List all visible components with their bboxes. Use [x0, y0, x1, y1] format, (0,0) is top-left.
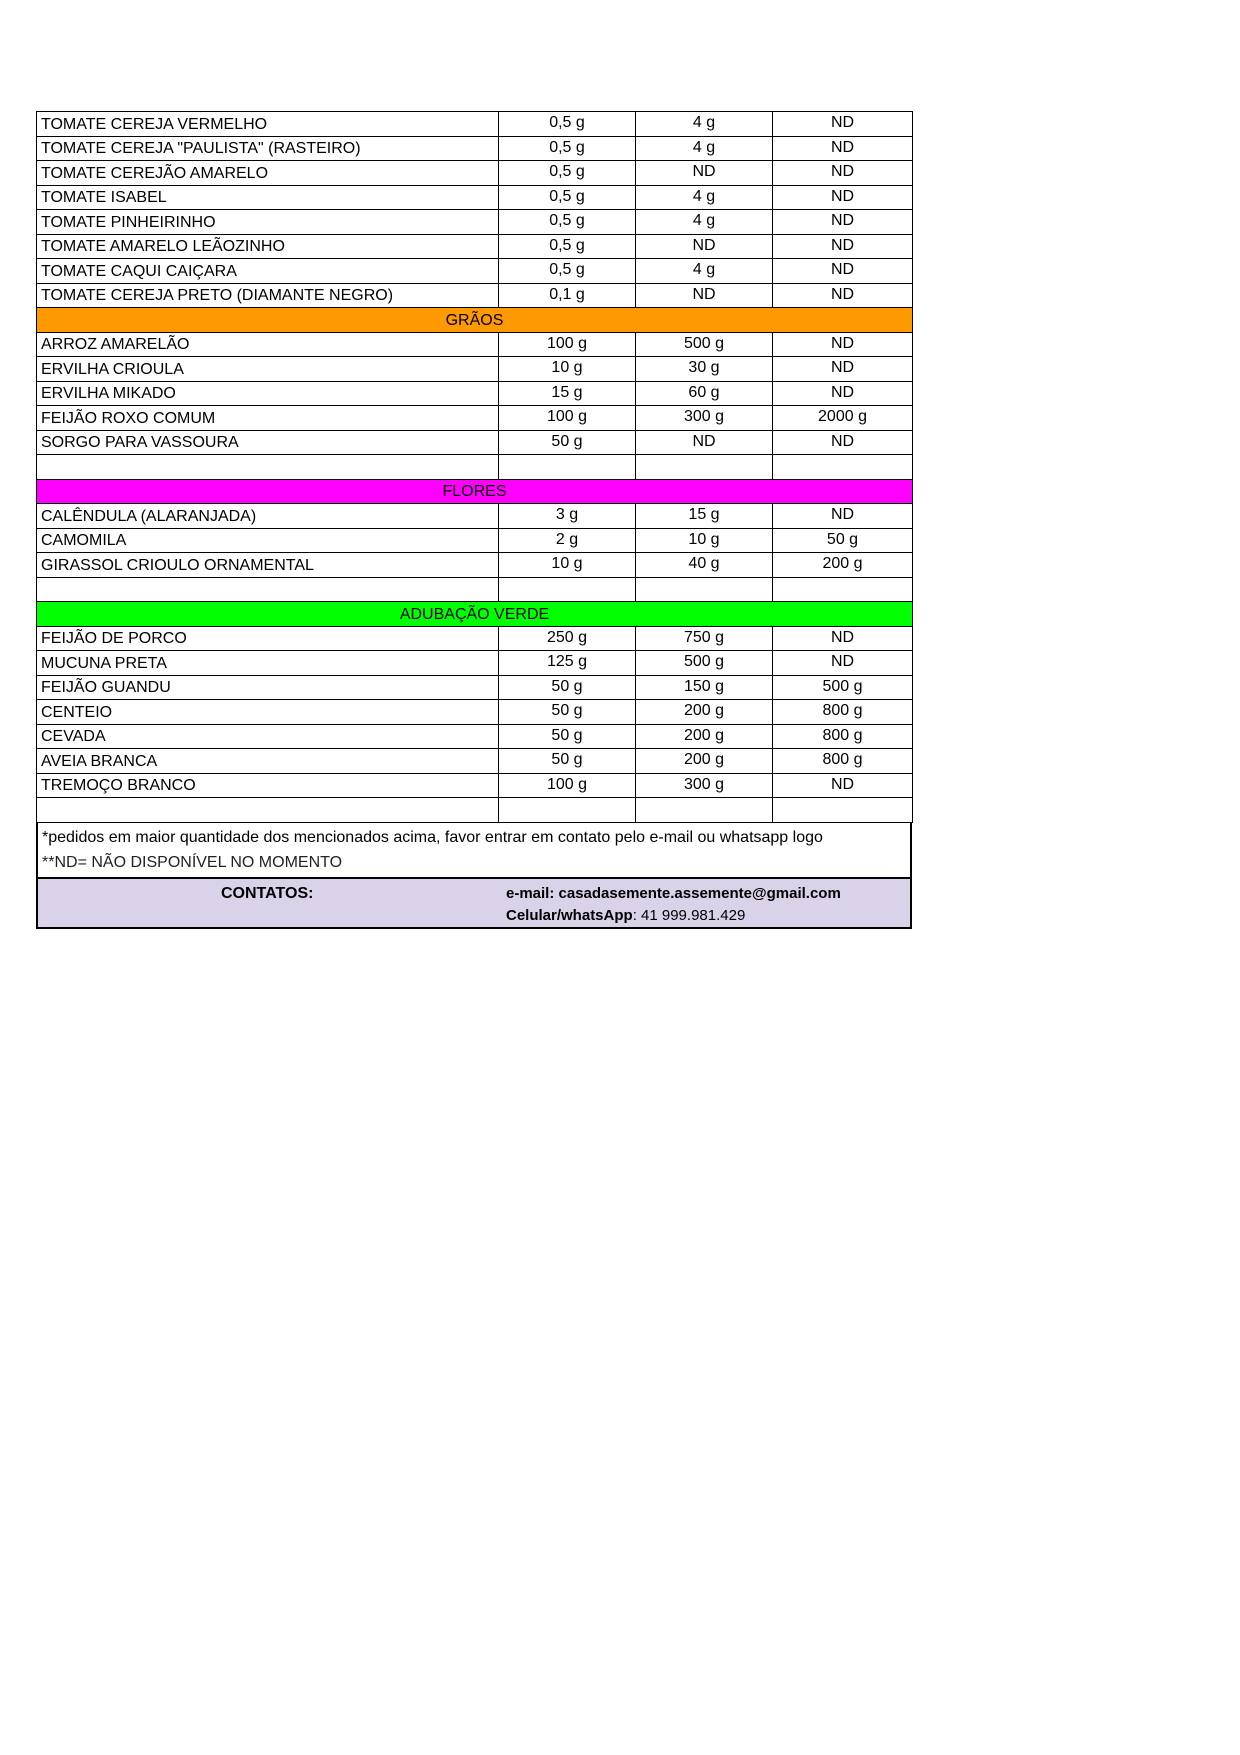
quantity-q3-cell: ND — [773, 185, 913, 210]
section-header-row — [37, 308, 913, 333]
quantity-q3-cell — [773, 798, 913, 823]
quantity-q3-cell — [773, 577, 913, 602]
quantity-q2-cell: 10 g — [636, 528, 773, 553]
product-name-cell: TOMATE CAQUI CAIÇARA — [37, 259, 499, 284]
table-row — [37, 626, 913, 651]
seed-table — [36, 111, 913, 823]
quantity-q2-cell: 60 g — [636, 381, 773, 406]
quantity-q3-cell: ND — [773, 430, 913, 455]
seed-price-sheet — [36, 111, 912, 929]
quantity-q3-cell: ND — [773, 651, 913, 676]
quantity-q2-cell: 4 g — [636, 259, 773, 284]
quantity-q1-cell: 2 g — [499, 528, 636, 553]
quantity-q2-cell: 200 g — [636, 724, 773, 749]
quantity-q3-cell: 800 g — [773, 700, 913, 725]
product-name-cell: TOMATE CEREJA "PAULISTA" (RASTEIRO) — [37, 136, 499, 161]
product-name-cell: MUCUNA PRETA — [37, 651, 499, 676]
quantity-q2-cell: 750 g — [636, 626, 773, 651]
table-row — [37, 283, 913, 308]
quantity-q2-cell: 300 g — [636, 773, 773, 798]
table-row — [37, 112, 913, 137]
quantity-q2-cell: 40 g — [636, 553, 773, 578]
section-header-row — [37, 602, 913, 627]
product-name-cell: SORGO PARA VASSOURA — [37, 430, 499, 455]
table-row — [37, 381, 913, 406]
quantity-q3-cell: ND — [773, 210, 913, 235]
quantity-q1-cell — [499, 455, 636, 480]
quantity-q3-cell: ND — [773, 773, 913, 798]
quantity-q1-cell: 10 g — [499, 553, 636, 578]
quantity-q3-cell — [773, 455, 913, 480]
table-row — [37, 332, 913, 357]
quantity-q3-cell: ND — [773, 136, 913, 161]
product-name-cell: FEIJÃO ROXO COMUM — [37, 406, 499, 431]
table-row — [37, 234, 913, 259]
table-row — [37, 136, 913, 161]
product-name-cell: FEIJÃO GUANDU — [37, 675, 499, 700]
table-row — [37, 430, 913, 455]
quantity-q3-cell: ND — [773, 357, 913, 382]
quantity-q2-cell: 500 g — [636, 651, 773, 676]
note-nd-legend: **ND= NÃO DISPONÍVEL NO MOMENTO — [42, 853, 343, 871]
contacts-label: CONTATOS: — [221, 884, 314, 902]
quantity-q1-cell: 10 g — [499, 357, 636, 382]
table-row — [37, 700, 913, 725]
product-name-cell: ERVILHA CRIOULA — [37, 357, 499, 382]
quantity-q1-cell: 0,1 g — [499, 283, 636, 308]
table-row — [37, 259, 913, 284]
quantity-q1-cell: 0,5 g — [499, 259, 636, 284]
product-name-cell: TOMATE PINHEIRINHO — [37, 210, 499, 235]
quantity-q2-cell — [636, 577, 773, 602]
quantity-q2-cell — [636, 798, 773, 823]
quantity-q3-cell: ND — [773, 234, 913, 259]
quantity-q1-cell: 3 g — [499, 504, 636, 529]
table-row — [37, 675, 913, 700]
quantity-q1-cell: 100 g — [499, 332, 636, 357]
product-name-cell: GIRASSOL CRIOULO ORNAMENTAL — [37, 553, 499, 578]
quantity-q3-cell: ND — [773, 504, 913, 529]
section-header-row — [37, 479, 913, 504]
quantity-q1-cell: 0,5 g — [499, 112, 636, 137]
table-row — [37, 161, 913, 186]
quantity-q2-cell: 4 g — [636, 112, 773, 137]
quantity-q2-cell: ND — [636, 430, 773, 455]
contact-phone[interactable] — [506, 907, 745, 924]
quantity-q1-cell: 50 g — [499, 675, 636, 700]
contact-phone-number: : 41 999.981.429 — [632, 906, 746, 924]
quantity-q1-cell: 50 g — [499, 724, 636, 749]
product-name-cell: CENTEIO — [37, 700, 499, 725]
product-name-cell: CAMOMILA — [37, 528, 499, 553]
note-bulk-orders: *pedidos em maior quantidade dos mencionados acima, favor entrar em contato pelo e-mail ou whatsapp logo — [42, 828, 823, 846]
quantity-q2-cell: 30 g — [636, 357, 773, 382]
quantity-q3-cell: 800 g — [773, 749, 913, 774]
seed-table-body — [37, 112, 913, 823]
quantity-q2-cell: 15 g — [636, 504, 773, 529]
quantity-q2-cell: 300 g — [636, 406, 773, 431]
quantity-q3-cell: 200 g — [773, 553, 913, 578]
table-row — [37, 724, 913, 749]
quantity-q1-cell: 250 g — [499, 626, 636, 651]
table-row — [37, 798, 913, 823]
table-row — [37, 773, 913, 798]
contact-email[interactable]: e-mail: casadasemente.assemente@gmail.com — [506, 884, 841, 902]
quantity-q2-cell: 150 g — [636, 675, 773, 700]
table-row — [37, 455, 913, 480]
quantity-q3-cell: 500 g — [773, 675, 913, 700]
footer-box — [36, 823, 912, 929]
table-row — [37, 528, 913, 553]
quantity-q1-cell: 50 g — [499, 749, 636, 774]
product-name-cell: TOMATE CEREJA PRETO (DIAMANTE NEGRO) — [37, 283, 499, 308]
product-name-cell — [37, 798, 499, 823]
product-name-cell: AVEIA BRANCA — [37, 749, 499, 774]
product-name-cell: FEIJÃO DE PORCO — [37, 626, 499, 651]
quantity-q3-cell: 800 g — [773, 724, 913, 749]
quantity-q1-cell: 50 g — [499, 700, 636, 725]
quantity-q1-cell: 100 g — [499, 406, 636, 431]
product-name-cell: ARROZ AMARELÃO — [37, 332, 499, 357]
product-name-cell: TOMATE AMARELO LEÃOZINHO — [37, 234, 499, 259]
quantity-q2-cell: ND — [636, 283, 773, 308]
quantity-q1-cell: 0,5 g — [499, 234, 636, 259]
quantity-q2-cell: 4 g — [636, 136, 773, 161]
quantity-q3-cell: ND — [773, 112, 913, 137]
table-row — [37, 406, 913, 431]
quantity-q2-cell: 500 g — [636, 332, 773, 357]
quantity-q2-cell: 4 g — [636, 210, 773, 235]
table-row — [37, 185, 913, 210]
quantity-q3-cell: ND — [773, 381, 913, 406]
quantity-q2-cell: ND — [636, 234, 773, 259]
product-name-cell: TOMATE CEREJA VERMELHO — [37, 112, 499, 137]
quantity-q1-cell: 0,5 g — [499, 210, 636, 235]
quantity-q3-cell: ND — [773, 259, 913, 284]
quantity-q1-cell: 0,5 g — [499, 185, 636, 210]
quantity-q1-cell: 0,5 g — [499, 136, 636, 161]
product-name-cell — [37, 455, 499, 480]
quantity-q3-cell: ND — [773, 283, 913, 308]
product-name-cell: TREMOÇO BRANCO — [37, 773, 499, 798]
quantity-q1-cell: 100 g — [499, 773, 636, 798]
quantity-q2-cell: 4 g — [636, 185, 773, 210]
quantity-q1-cell: 50 g — [499, 430, 636, 455]
contact-phone-label: Celular/whatsApp — [506, 906, 633, 924]
quantity-q2-cell: 200 g — [636, 700, 773, 725]
quantity-q3-cell: ND — [773, 626, 913, 651]
section-title: ADUBAÇÃO VERDE — [37, 602, 913, 627]
product-name-cell: TOMATE CEREJÃO AMARELO — [37, 161, 499, 186]
table-row — [37, 651, 913, 676]
quantity-q2-cell: 200 g — [636, 749, 773, 774]
table-row — [37, 357, 913, 382]
quantity-q3-cell: ND — [773, 332, 913, 357]
section-title: FLORES — [37, 479, 913, 504]
quantity-q3-cell: 2000 g — [773, 406, 913, 431]
contacts-bar — [38, 879, 910, 927]
quantity-q1-cell: 125 g — [499, 651, 636, 676]
product-name-cell: ERVILHA MIKADO — [37, 381, 499, 406]
table-row — [37, 577, 913, 602]
quantity-q1-cell: 0,5 g — [499, 161, 636, 186]
product-name-cell — [37, 577, 499, 602]
quantity-q2-cell: ND — [636, 161, 773, 186]
quantity-q3-cell: 50 g — [773, 528, 913, 553]
quantity-q1-cell: 15 g — [499, 381, 636, 406]
table-row — [37, 749, 913, 774]
notes — [38, 823, 910, 879]
product-name-cell: CALÊNDULA (ALARANJADA) — [37, 504, 499, 529]
table-row — [37, 210, 913, 235]
product-name-cell: TOMATE ISABEL — [37, 185, 499, 210]
product-name-cell: CEVADA — [37, 724, 499, 749]
quantity-q3-cell: ND — [773, 161, 913, 186]
quantity-q2-cell — [636, 455, 773, 480]
quantity-q1-cell — [499, 577, 636, 602]
section-title: GRÃOS — [37, 308, 913, 333]
table-row — [37, 553, 913, 578]
table-row — [37, 504, 913, 529]
quantity-q1-cell — [499, 798, 636, 823]
